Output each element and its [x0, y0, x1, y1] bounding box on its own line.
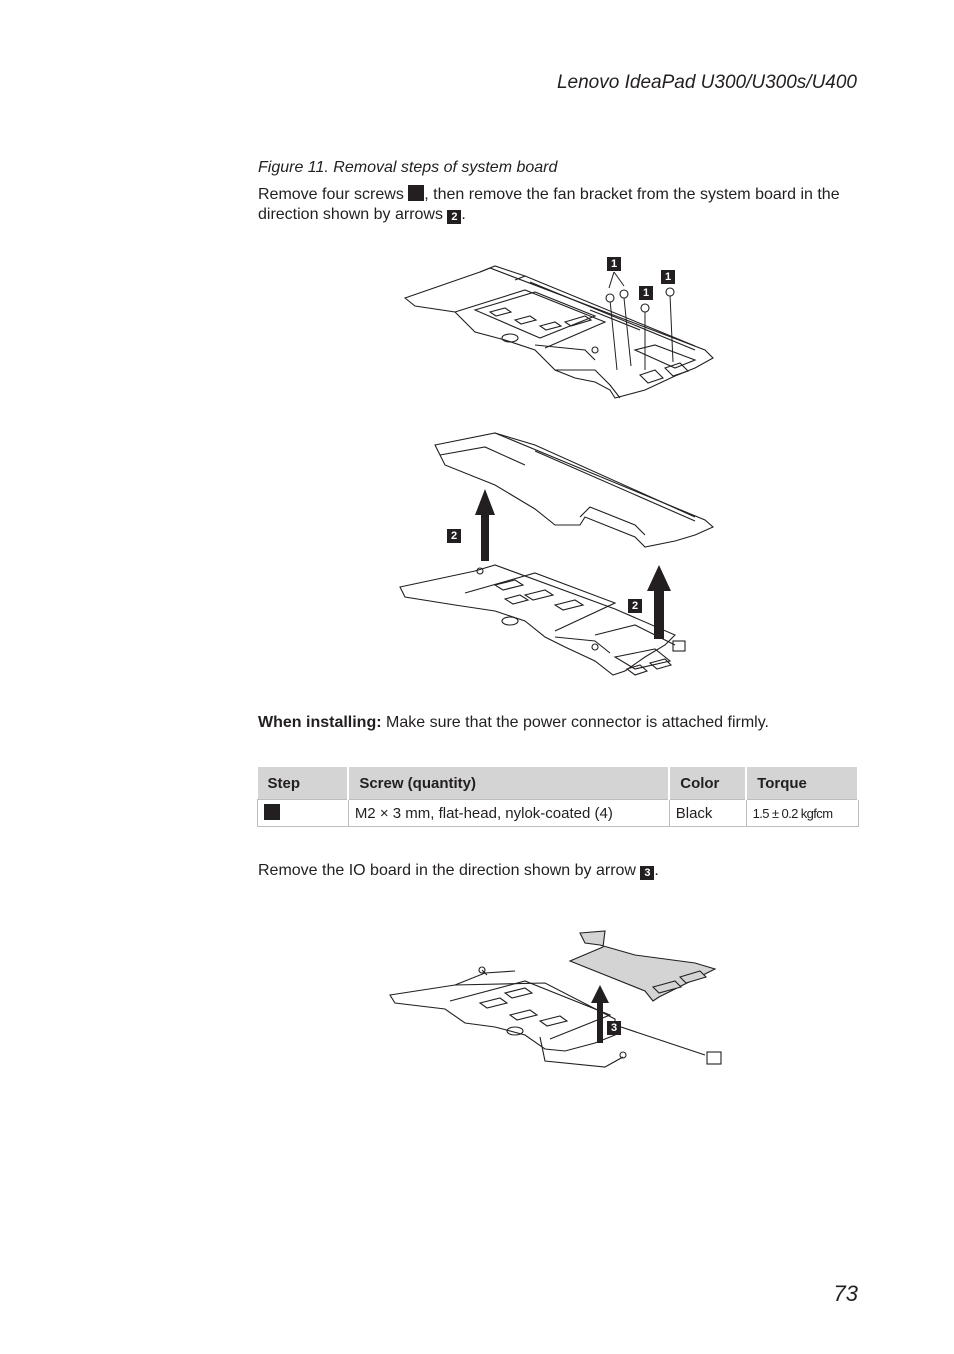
step1-text-c: . [461, 206, 466, 223]
screw-callout-icon [408, 185, 424, 201]
header-torque: Torque [746, 767, 858, 800]
note-text: Make sure that the power connector is attached firmly. [381, 714, 769, 731]
step2-instruction [258, 861, 868, 881]
note-label: When installing: [258, 714, 382, 731]
installation-note [258, 714, 769, 732]
table-header-row [258, 767, 859, 800]
step1-text-b: , then remove the fan bracket from the system board in the direction shown by arrows [258, 186, 840, 223]
cell-screw: M2 × 3 mm, flat-head, nylok-coated (4) [348, 800, 669, 827]
arrow-callout-2a: 2 [447, 529, 461, 543]
cell-color: Black [669, 800, 746, 827]
figure-caption: Figure 11. Removal steps of system board [258, 159, 558, 176]
fan-bracket-removal-diagram [395, 425, 725, 690]
table-row [258, 800, 859, 827]
page-number: 73 [833, 1281, 858, 1306]
arrow-callout-2b: 2 [628, 599, 642, 613]
screw-callout-icon [264, 804, 280, 820]
arrow-callout-3-diagram: 3 [607, 1021, 621, 1035]
step1-text-a: Remove four screws [258, 186, 409, 203]
arrow-callout-3: 3 [640, 866, 654, 880]
header-color: Color [669, 767, 746, 800]
screw-callout-1c: 1 [639, 286, 653, 300]
arrow-callout-2: 2 [447, 210, 461, 224]
screw-spec-table [257, 767, 859, 827]
cell-torque: 1.5 ± 0.2 kgfcm [746, 800, 858, 827]
cell-step [258, 800, 349, 827]
io-board-removal-diagram [385, 925, 730, 1075]
screw-callout-1b: 1 [661, 270, 675, 284]
header-step: Step [258, 767, 349, 800]
step2-text-b: . [654, 862, 659, 879]
running-header: Lenovo IdeaPad U300/U300s/U400 [556, 72, 857, 93]
step1-instruction [258, 185, 868, 225]
screw-callout-1a: 1 [607, 257, 621, 271]
header-screw: Screw (quantity) [348, 767, 669, 800]
system-board-screws-diagram [395, 250, 725, 410]
step2-text-a: Remove the IO board in the direction shown by arrow [258, 862, 641, 879]
